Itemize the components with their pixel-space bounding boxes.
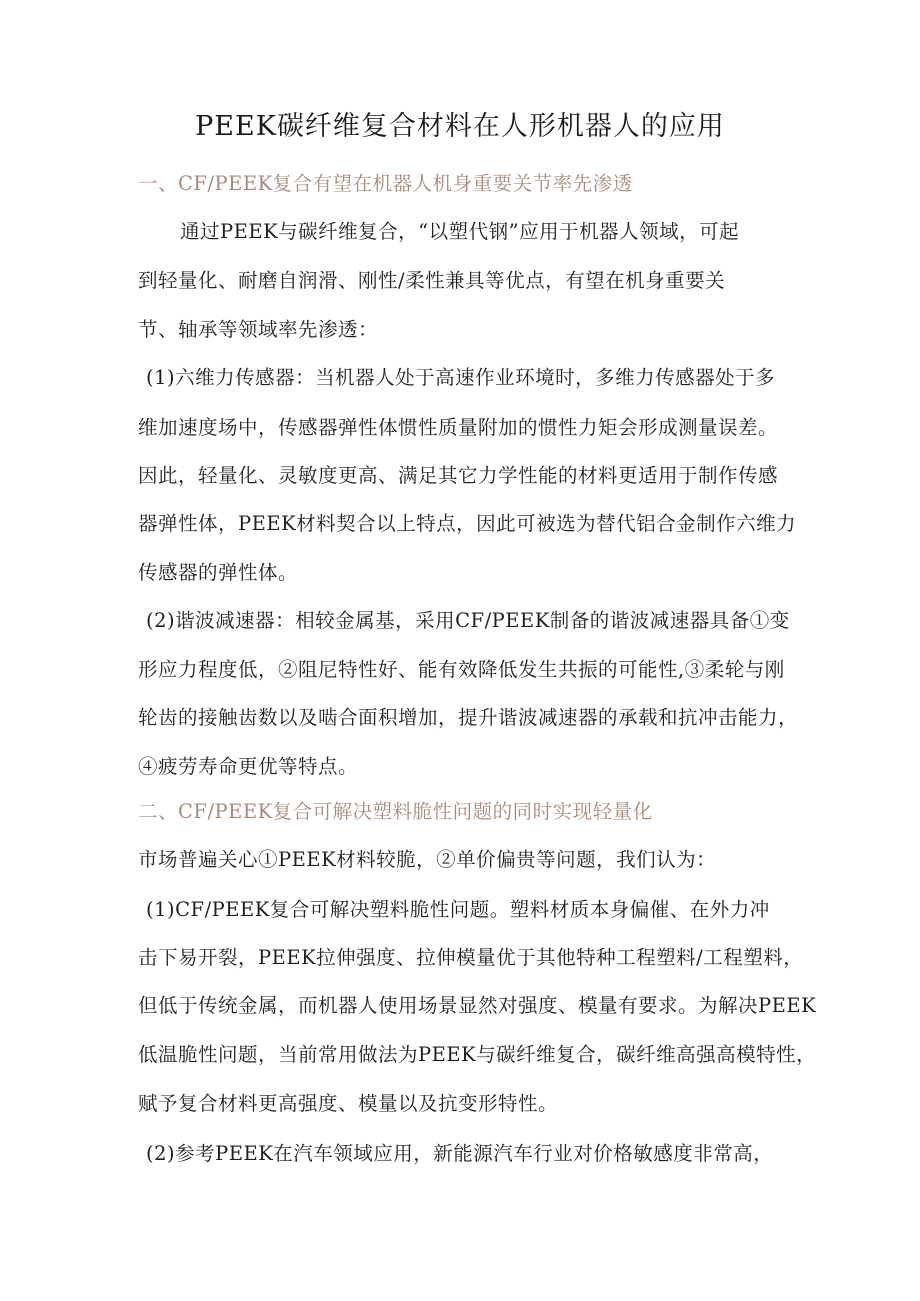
paragraph-line: 赋予复合材料更高强度、模量以及抗变形特性。 [138, 1092, 559, 1115]
section-heading: 一、CF/PEEK复合有望在机器人机身重要关节率先渗透 [138, 172, 633, 195]
paragraph-line: 市场普遍关心①PEEK材料较脆，②单价偏贵等问题，我们认为： [138, 848, 717, 871]
paragraph-line: 通过PEEK与碳纤维复合，“以塑代钢”应用于机器人领域，可起 [180, 220, 740, 243]
paragraph-line: 器弹性体，PEEK材料契合以上特点，因此可被选为替代铝合金制作六维力 [138, 512, 797, 535]
paragraph-line: 传感器的弹性体。 [138, 561, 299, 584]
paragraph-line: 因此，轻量化、灵敏度更高、满足其它力学性能的材料更适用于制作传感 [138, 464, 779, 487]
paragraph-line: (2)谐波减速器：相较金属基，采用CF/PEEK制备的谐波减速器具备①变 [146, 609, 790, 632]
paragraph-line: 击下易开裂，PEEK拉伸强度、拉伸模量优于其他特种工程塑料/工程塑料， [138, 946, 804, 969]
paragraph-line: 低温脆性问题，当前常用做法为PEEK与碳纤维复合，碳纤维高强高模特性， [138, 1043, 817, 1066]
paragraph-line: 形应力程度低，②阻尼特性好、能有效降低发生共振的可能性,③柔轮与刚 [138, 658, 785, 681]
document-title: PEEK碳纤维复合材料在人形机器人的应用 [195, 111, 725, 142]
paragraph-line: 到轻量化、耐磨自润滑、刚性/柔性兼具等优点，有望在机身重要关 [138, 269, 726, 292]
paragraph-line: 节、轴承等领域率先渗透： [138, 318, 379, 341]
paragraph-line: (1)六维力传感器：当机器人处于高速作业环境时，多维力传感器处于多 [146, 366, 776, 389]
paragraph-line: 维加速度场中，传感器弹性体惯性质量附加的惯性力矩会形成测量误差。 [138, 416, 779, 439]
section-heading: 二、CF/PEEK复合可解决塑料脆性问题的同时实现轻量化 [138, 800, 653, 823]
paragraph-line: 但低于传统金属，而机器人使用场景显然对强度、模量有要求。为解决PEEK [138, 994, 817, 1017]
paragraph-line: (1)CF/PEEK复合可解决塑料脆性问题。塑料材质本身偏催、在外力冲 [146, 898, 770, 921]
paragraph-line: ④疲劳寿命更优等特点。 [138, 755, 359, 778]
paragraph-line: (2)参考PEEK在汽车领域应用，新能源汽车行业对价格敏感度非常高， [146, 1142, 774, 1165]
paragraph-line: 轮齿的接触齿数以及啮合面积增加，提升谐波减速器的承载和抗冲击能力， [138, 706, 799, 729]
